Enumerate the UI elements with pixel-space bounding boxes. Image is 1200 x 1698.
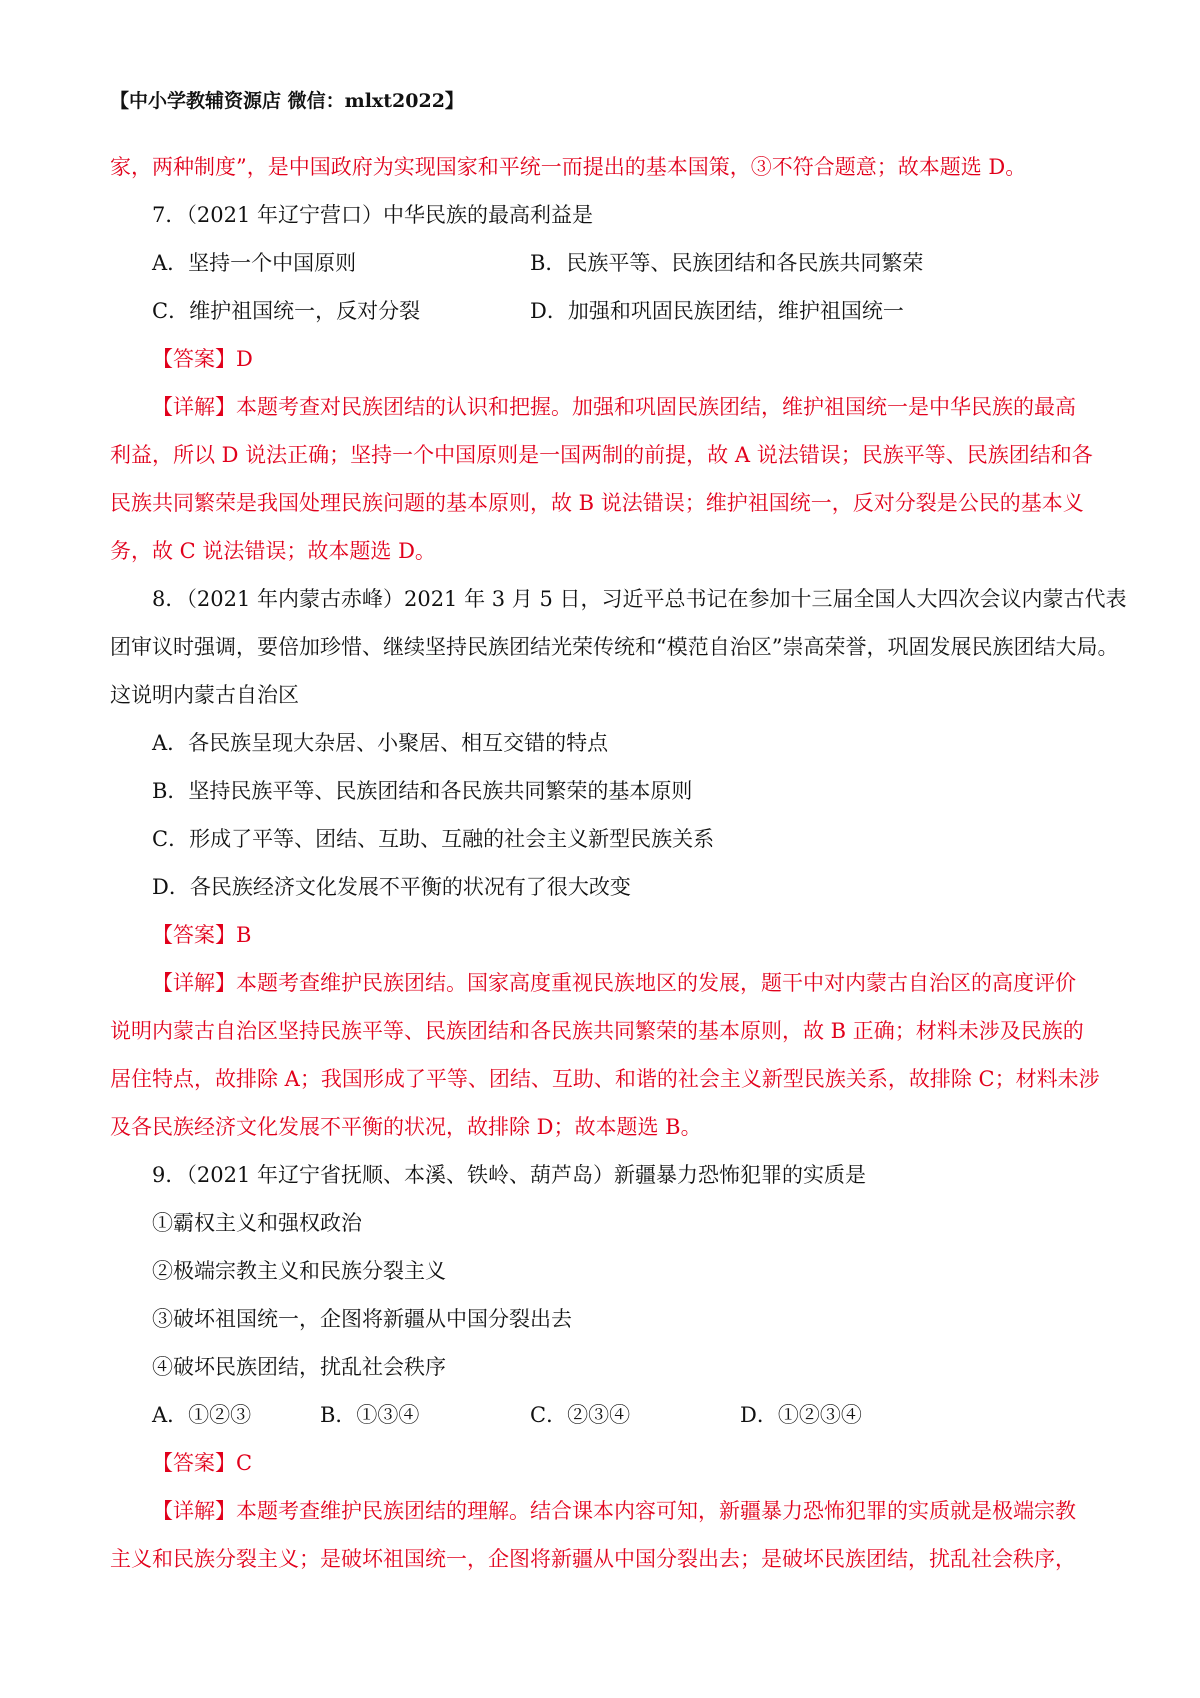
q7-option-d: D．加强和巩固民族团结，维护祖国统一 — [530, 299, 904, 323]
q9-detail-line-2: 主义和民族分裂主义；是破坏祖国统一，企图将新疆从中国分裂出去；是破坏民族团结，扰乱社会秩序， — [110, 1547, 1076, 1571]
q7-detail-line-2: 利益，所以 D 说法正确；坚持一个中国原则是一国两制的前提，故 A 说法错误；民族平等、民族团结和各 — [110, 443, 1093, 467]
q7-detail-line-4: 务，故 C 说法错误；故本题选 D。 — [110, 539, 436, 563]
q7-stem: 7．（2021 年辽宁营口）中华民族的最高利益是 — [152, 203, 593, 227]
q8-detail-line-2: 说明内蒙古自治区坚持民族平等、民族团结和各民族共同繁荣的基本原则，故 B 正确；材料未涉及民族的 — [110, 1019, 1084, 1043]
q9-item-4: ④破坏民族团结，扰乱社会秩序 — [152, 1355, 446, 1379]
q7-detail-line-1: 【详解】本题考查对民族团结的认识和把握。加强和巩固民族团结，维护祖国统一是中华民族的最高 — [152, 395, 1076, 419]
q9-item-2: ②极端宗教主义和民族分裂主义 — [152, 1259, 446, 1283]
q8-option-b: B．坚持民族平等、民族团结和各民族共同繁荣的基本原则 — [152, 779, 693, 803]
q8-option-c: C．形成了平等、团结、互助、互融的社会主义新型民族关系 — [152, 827, 715, 851]
q9-detail-line-1: 【详解】本题考查维护民族团结的理解。结合课本内容可知，新疆暴力恐怖犯罪的实质就是极端宗教 — [152, 1499, 1076, 1523]
q8-stem-line-1: 8．（2021 年内蒙古赤峰）2021 年 3 月 5 日，习近平总书记在参加十三届全国人大四次会议内蒙古代表 — [152, 587, 1127, 611]
q9-item-3: ③破坏祖国统一，企图将新疆从中国分裂出去 — [152, 1307, 572, 1331]
q7-option-c: C．维护祖国统一，反对分裂 — [152, 299, 421, 323]
page-header: 【中小学教辅资源店 微信：mlxt2022】 — [110, 90, 464, 112]
q9-option-b: B．①③④ — [320, 1403, 420, 1427]
q7-option-b: B．民族平等、民族团结和各民族共同繁荣 — [530, 251, 924, 275]
q7-answer: 【答案】D — [152, 347, 253, 371]
q8-detail-line-1: 【详解】本题考查维护民族团结。国家高度重视民族地区的发展，题干中对内蒙古自治区的高度评价 — [152, 971, 1076, 995]
q8-detail-line-3: 居住特点，故排除 A；我国形成了平等、团结、互助、和谐的社会主义新型民族关系，故排除 C；材料未涉 — [110, 1067, 1100, 1091]
q7-detail-line-3: 民族共同繁荣是我国处理民族问题的基本原则，故 B 说法错误；维护祖国统一，反对分裂是公民的基本义 — [110, 491, 1084, 515]
q9-item-1: ①霸权主义和强权政治 — [152, 1211, 362, 1235]
q8-option-d: D．各民族经济文化发展不平衡的状况有了很大改变 — [152, 875, 631, 899]
q9-option-d: D．①②③④ — [740, 1403, 862, 1427]
q7-option-a: A．坚持一个中国原则 — [152, 251, 357, 275]
q9-answer: 【答案】C — [152, 1451, 253, 1475]
q8-option-a: A．各民族呈现大杂居、小聚居、相互交错的特点 — [152, 731, 609, 755]
previous-answer-tail: 家，两种制度”，是中国政府为实现国家和平统一而提出的基本国策，③不符合题意；故本题选 D。 — [110, 155, 1027, 179]
q9-option-a: A．①②③ — [152, 1403, 252, 1427]
q8-detail-line-4: 及各民族经济文化发展不平衡的状况，故排除 D；故本题选 B。 — [110, 1115, 702, 1139]
q9-option-c: C．②③④ — [530, 1403, 631, 1427]
q8-stem-line-3: 这说明内蒙古自治区 — [110, 683, 299, 707]
q8-stem-line-2: 团审议时强调，要倍加珍惜、继续坚持民族团结光荣传统和“模范自治区”崇高荣誉，巩固发展民族团结大局。 — [110, 635, 1119, 659]
q8-answer: 【答案】B — [152, 923, 252, 947]
q9-stem: 9．（2021 年辽宁省抚顺、本溪、铁岭、葫芦岛）新疆暴力恐怖犯罪的实质是 — [152, 1163, 866, 1187]
